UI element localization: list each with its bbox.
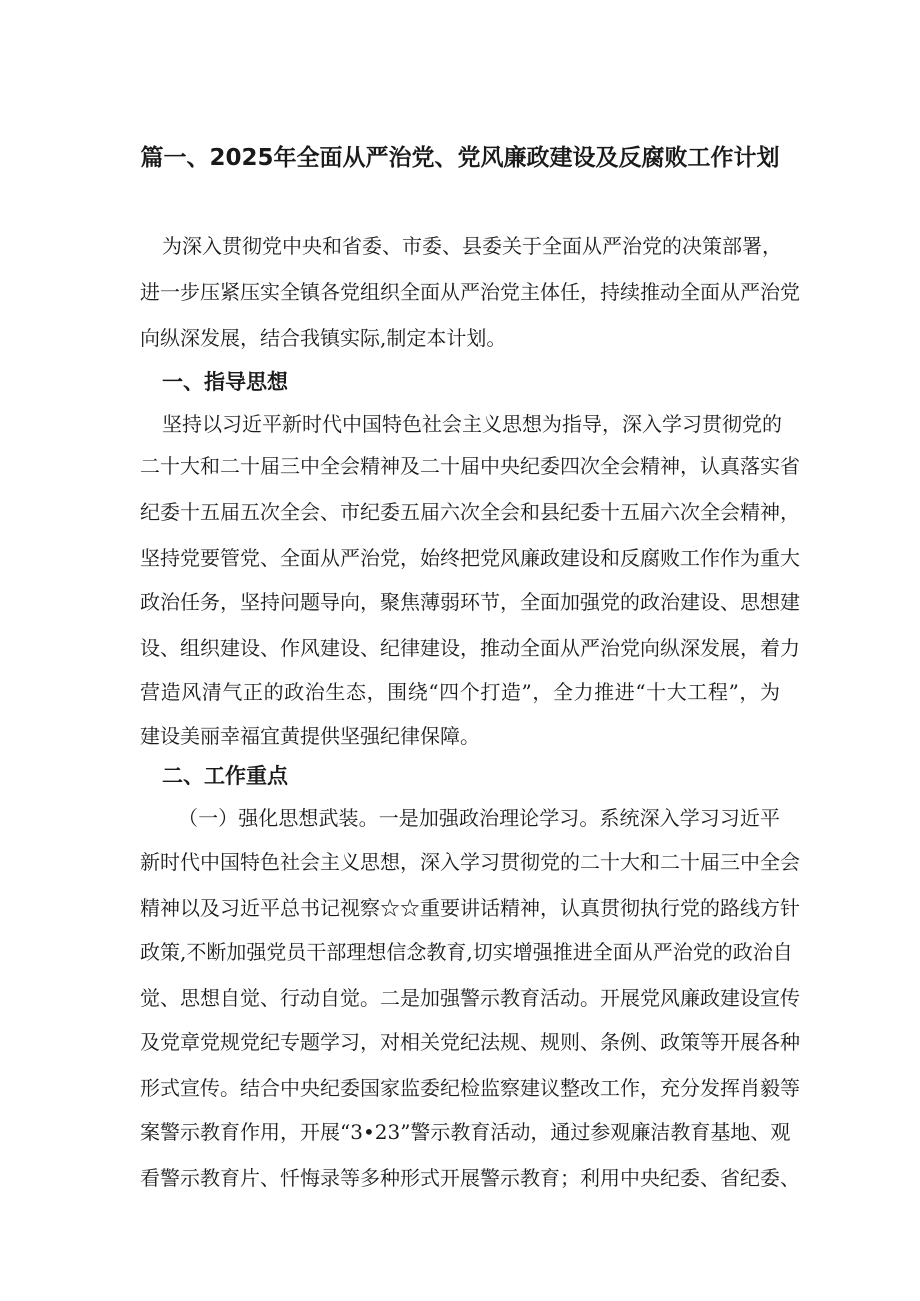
section1-line: 建设美丽幸福宜黄提供坚强纪律保障。 [140, 724, 480, 748]
section1-line: 纪委十五届五次全会、市纪委五届六次全会和县纪委十五届六次全会精神， [140, 500, 800, 524]
section2-line: 觉、思想自觉、行动自觉。二是加强警示教育活动。开展党风廉政建设宣传 [140, 986, 800, 1010]
section2-line: 新时代中国特色社会主义思想，深入学习贯彻党的二十大和二十届三中全会 [140, 850, 800, 874]
section2-line: 案警示教育作用，开展“3•23”警示教育活动，通过参观廉洁教育基地、观 [140, 1120, 791, 1144]
section1-line: 营造风清气正的政治生态，围绕“四个打造”，全力推进“十大工程”，为 [140, 680, 780, 704]
section1-line: 二十大和二十届三中全会精神及二十届中央纪委四次全会精神，认真落实省 [140, 454, 800, 478]
section1-line: 坚持以习近平新时代中国特色社会主义思想为指导，深入学习贯彻党的 [162, 412, 782, 436]
section1-line: 坚持党要管党、全面从严治党，始终把党风廉政建设和反腐败工作作为重大 [140, 546, 800, 570]
section2-line: 政策,不断加强党员干部理想信念教育,切实增强推进全面从严治党的政治自 [140, 940, 793, 964]
intro-line: 为深入贯彻党中央和省委、市委、县委关于全面从严治党的决策部署， [162, 234, 782, 258]
intro-line: 进一步压紧压实全镇各党组织全面从严治党主体任，持续推动全面从严治党 [140, 280, 800, 304]
section-heading-guiding-ideology: 一、指导思想 [162, 370, 288, 394]
section2-line: 形式宣传。结合中央纪委国家监委纪检监察建议整改工作，充分发挥肖毅等 [140, 1076, 800, 1100]
section2-line: 看警示教育片、忏悔录等多种形式开展警示教育；利用中央纪委、省纪委、 [140, 1166, 800, 1190]
intro-line: 向纵深发展，结合我镇实际,制定本计划。 [140, 326, 507, 350]
section2-line: （一）强化思想武装。一是加强政治理论学习。系统深入学习习近平 [178, 806, 780, 830]
document-title: 篇一、2025年全面从严治党、党风廉政建设及反腐败工作计划 [140, 145, 780, 171]
section-heading-work-priorities: 二、工作重点 [162, 764, 288, 788]
section1-line: 政治任务，坚持问题导向，聚焦薄弱环节，全面加强党的政治建设、思想建 [140, 590, 800, 614]
section2-line: 及党章党规党纪专题学习，对相关党纪法规、规则、条例、政策等开展各种 [140, 1030, 800, 1054]
section1-line: 设、组织建设、作风建设、纪律建设，推动全面从严治党向纵深发展，着力 [140, 636, 800, 660]
section2-line: 精神以及习近平总书记视察☆☆重要讲话精神，认真贯彻执行党的路线方针 [140, 896, 800, 920]
